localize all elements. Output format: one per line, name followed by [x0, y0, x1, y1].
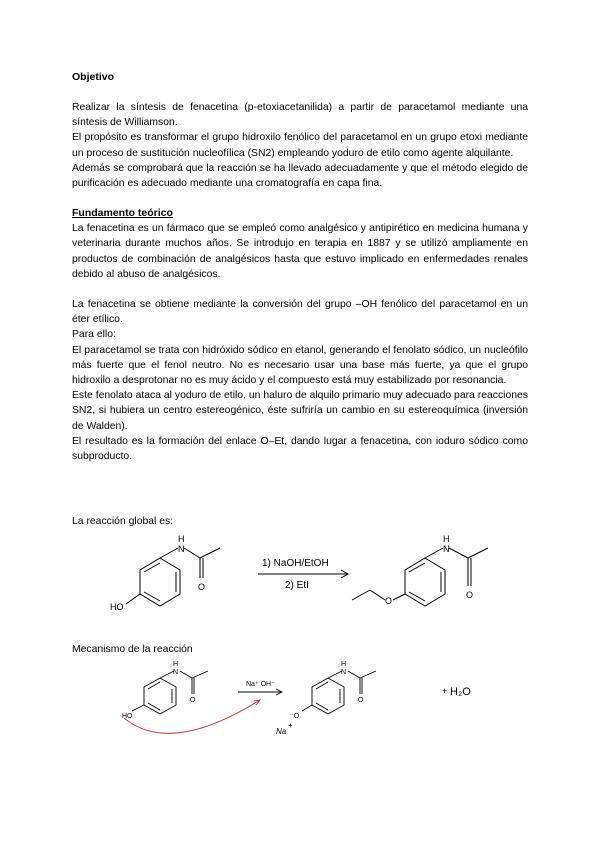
atom-h-label: H: [178, 534, 185, 544]
mech-water: H₂O: [450, 686, 471, 698]
mech-cation-charge: +: [288, 721, 293, 730]
atom-ho-label: HO: [110, 602, 124, 612]
fundamento-paragraph-3: Para ello:: [72, 329, 116, 341]
atom-h-label-2: H: [443, 534, 450, 544]
mech-atom-o: O: [190, 697, 196, 704]
objetivo-paragraph-2: El propósito es transformar el grupo hidroxilo fenólico del paracetamol en un grupo etoxi mediante un proceso de sustitución nucleofílica (SN2) empleando yoduro de etilo como agente alquilante.: [72, 132, 528, 159]
atom-o-label-2: O: [466, 590, 474, 600]
step-1-label: 1) NaOH/EtOH: [262, 558, 329, 569]
benzene-ring-phenolate: [312, 678, 344, 714]
mech-reagent: Na⁺ OH⁻: [246, 681, 275, 688]
mech-atom-h: H: [173, 661, 179, 668]
benzene-ring-paracetamol: [140, 558, 180, 606]
mech-plus: +: [442, 686, 448, 696]
reaccion-global-label: La reacción global es:: [72, 516, 174, 527]
mechanism-scheme: [110, 660, 510, 750]
mecanismo-label: Mecanismo de la reacción: [72, 644, 193, 655]
mech-atom-n: N: [173, 669, 179, 676]
mech-atom-ho: HO: [122, 713, 133, 720]
fundamento-paragraph-5: Este fenolato ataca al yoduro de etilo, un haluro de alquilo primario muy adecuado para reacciones SN2, si hubiera un centro estereogénico, éste sufriría un cambio en su estereoquímica (inversión de Walden).: [72, 390, 528, 432]
mech-atom-h-2: H: [341, 661, 347, 668]
fundamento-heading: Fundamento teórico: [72, 207, 173, 220]
fundamento-paragraph-6: El resultado es la formación del enlace O–Et, dando lugar a fenacetina, con ioduro sódico como subproducto.: [72, 435, 528, 463]
objetivo-heading: Objetivo: [72, 71, 115, 83]
mech-phenolate-o: ⁻O: [290, 713, 300, 720]
fundamento-paragraph-1: La fenacetina es un fármaco que se empleó como analgésico y antipirético en medicina humana y veterinaria durante muchos años. Se introdujo en terapia en 1887 y se utilizó ampliamente en productos de combinación de analgésicos hasta que estuvo implicado en enfermedades renales debido al abuso de analgésicos.: [72, 223, 528, 280]
benzene-ring-start: [144, 678, 176, 714]
objetivo-paragraph-3: Además se comprobará que la reacción se ha llevado adecuadamente y que el método elegido de purificación es adecuado mediante una cromatografía en capa fina.: [72, 162, 528, 190]
fundamento-paragraph-2: La fenacetina se obtiene mediante la conversión del grupo –OH fenólico del paracetamol en un éter etílico.: [72, 299, 528, 326]
atom-n-label: N: [178, 544, 185, 554]
atom-o-ether-label: O: [385, 596, 393, 606]
step-2-label: 2) EtI: [285, 580, 309, 591]
atom-o-label: O: [198, 582, 206, 592]
atom-n-label-2: N: [443, 544, 450, 554]
mech-atom-o-2: O: [358, 697, 364, 704]
fundamento-paragraph-4: El paracetamol se trata con hidróxido sódico en etanol, generando el fenolato sódico, un nucleófilo más fuerte que el fenol neutro. No es necesario usar una base más fuerte, ya que el grupo hidroxilo a desprotonar no es muy ácido y el compuesto está muy estabilizado por resonancia.: [72, 344, 528, 387]
benzene-ring-phenacetin: [405, 558, 445, 606]
mech-cation: Na: [276, 727, 287, 736]
document-page: [72, 70, 528, 464]
mech-atom-n-2: N: [341, 669, 347, 676]
objetivo-paragraph-1: Realizar la síntesis de fenacetina (p-etoxiacetanilida) a partir de paracetamol mediante una síntesis de Williamson.: [72, 102, 528, 129]
reaction-scheme: [90, 530, 530, 630]
